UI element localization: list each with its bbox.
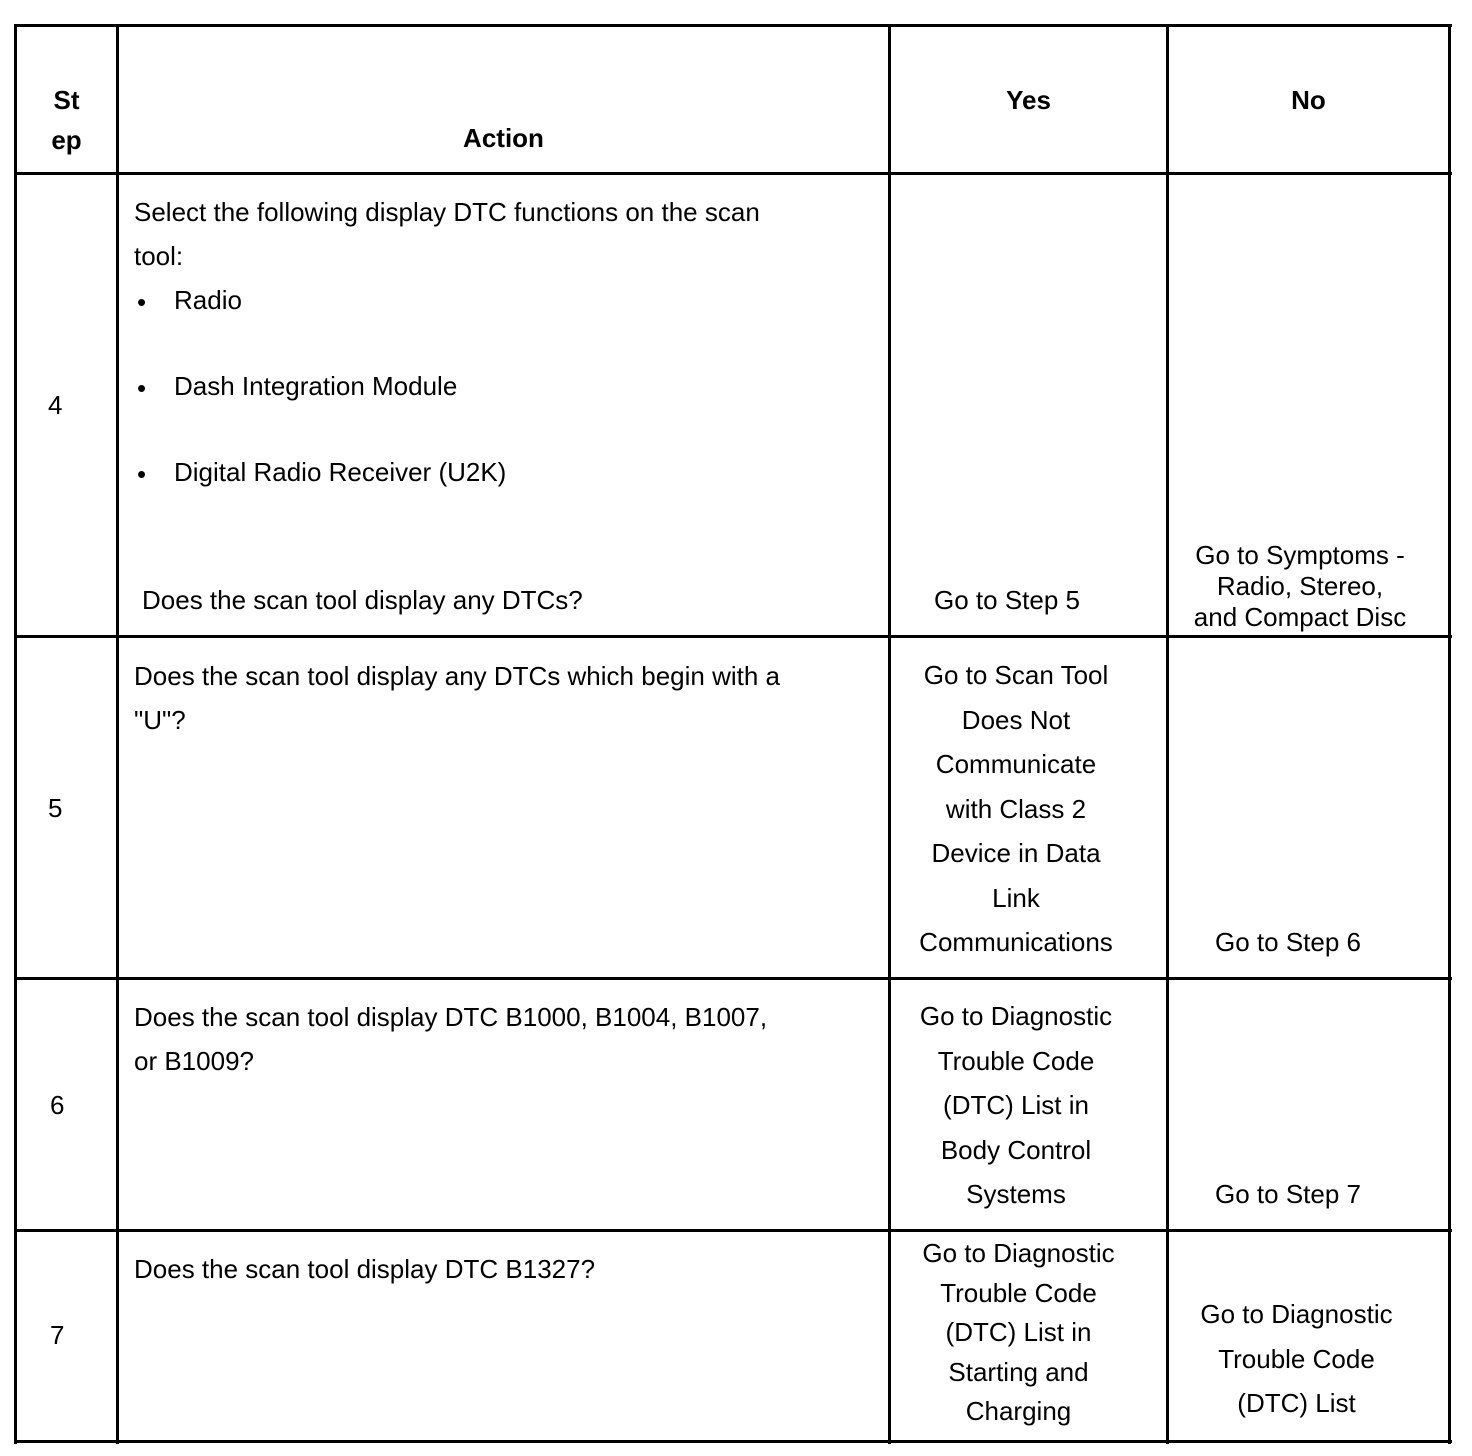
yes-result-line: Starting and [948,1356,1089,1387]
step-number: 7 [50,1320,65,1350]
table-border-bottom [14,1440,1452,1443]
yes-result-line: Trouble Code [937,1045,1095,1076]
no-result-line: (DTC) List [1237,1388,1356,1418]
action-text: "U"? [134,705,186,735]
yes-result-line: Go to Scan Tool [923,660,1109,690]
yes-result-line: Charging [965,1396,1072,1426]
action-text: Does the scan tool display any DTCs which begin with a [134,661,780,691]
header-yes: Yes [1006,85,1051,115]
action-text: Select the following display DTC functions on the scan [134,197,760,227]
no-result [1169,540,1431,633]
yes-result-line: (DTC) List in [945,1317,1092,1347]
no-result-line: Trouble Code [1218,1343,1375,1374]
step-number: 5 [48,793,63,823]
no-result: Go to Step 7 [1215,1179,1361,1209]
header-no: No [1291,85,1326,115]
bullet-marker: • [137,373,147,403]
yes-result-line: Device in Data [931,838,1101,868]
yes-result-line: Communicate [935,749,1097,779]
no-result-line: Radio, Stereo, [1216,571,1384,601]
header-action: Action [463,123,544,153]
step-number: 4 [48,390,63,420]
bullet-item: Radio [174,285,242,315]
header-step [17,80,116,160]
yes-result-line: Communications [919,927,1113,957]
yes-result-line: Does Not [961,704,1071,735]
bullet-marker: • [137,287,147,317]
yes-result-line: Trouble Code [940,1277,1097,1308]
question-text: Does the scan tool display any DTCs? [142,585,583,615]
table-border-top [14,24,1452,27]
bullet-item: Digital Radio Receiver (U2K) [174,457,507,487]
yes-result-line: Body Control [940,1134,1092,1165]
yes-result [891,994,1141,1217]
no-result-line: Go to Symptoms - [1195,540,1405,570]
yes-result-line: Systems [966,1179,1066,1209]
action-text: Does the scan tool display DTC B1000, B1004, B1007, [134,1002,768,1032]
step-number: 6 [50,1090,65,1120]
row-divider-5 [14,977,1452,980]
yes-result: Go to Step 5 [934,585,1080,615]
row-divider-header [14,172,1452,175]
yes-result-line: Link [992,882,1040,913]
no-result [1169,1292,1424,1426]
header-step-line1: St [53,85,80,115]
bullet-item: Dash Integration Module [174,371,458,401]
no-result-line: and Compact Disc [1193,602,1407,632]
action-text: tool: [134,241,184,271]
no-result-line: Go to Diagnostic [1200,1299,1393,1329]
yes-result-line: with Class 2 [945,793,1087,824]
yes-result-line: Go to Diagnostic [919,1001,1113,1031]
bullet-marker: • [137,459,147,489]
yes-result [891,1234,1146,1432]
no-result: Go to Step 6 [1215,927,1361,957]
row-divider-6 [14,1229,1452,1232]
action-text: or B1009? [134,1046,254,1076]
yes-result-line: (DTC) List in [943,1090,1089,1120]
header-step-line2: ep [51,125,82,155]
yes-result-line: Go to Diagnostic [922,1238,1115,1268]
yes-result [891,653,1141,965]
row-divider-4 [14,635,1452,638]
action-text: Does the scan tool display DTC B1327? [134,1254,596,1284]
